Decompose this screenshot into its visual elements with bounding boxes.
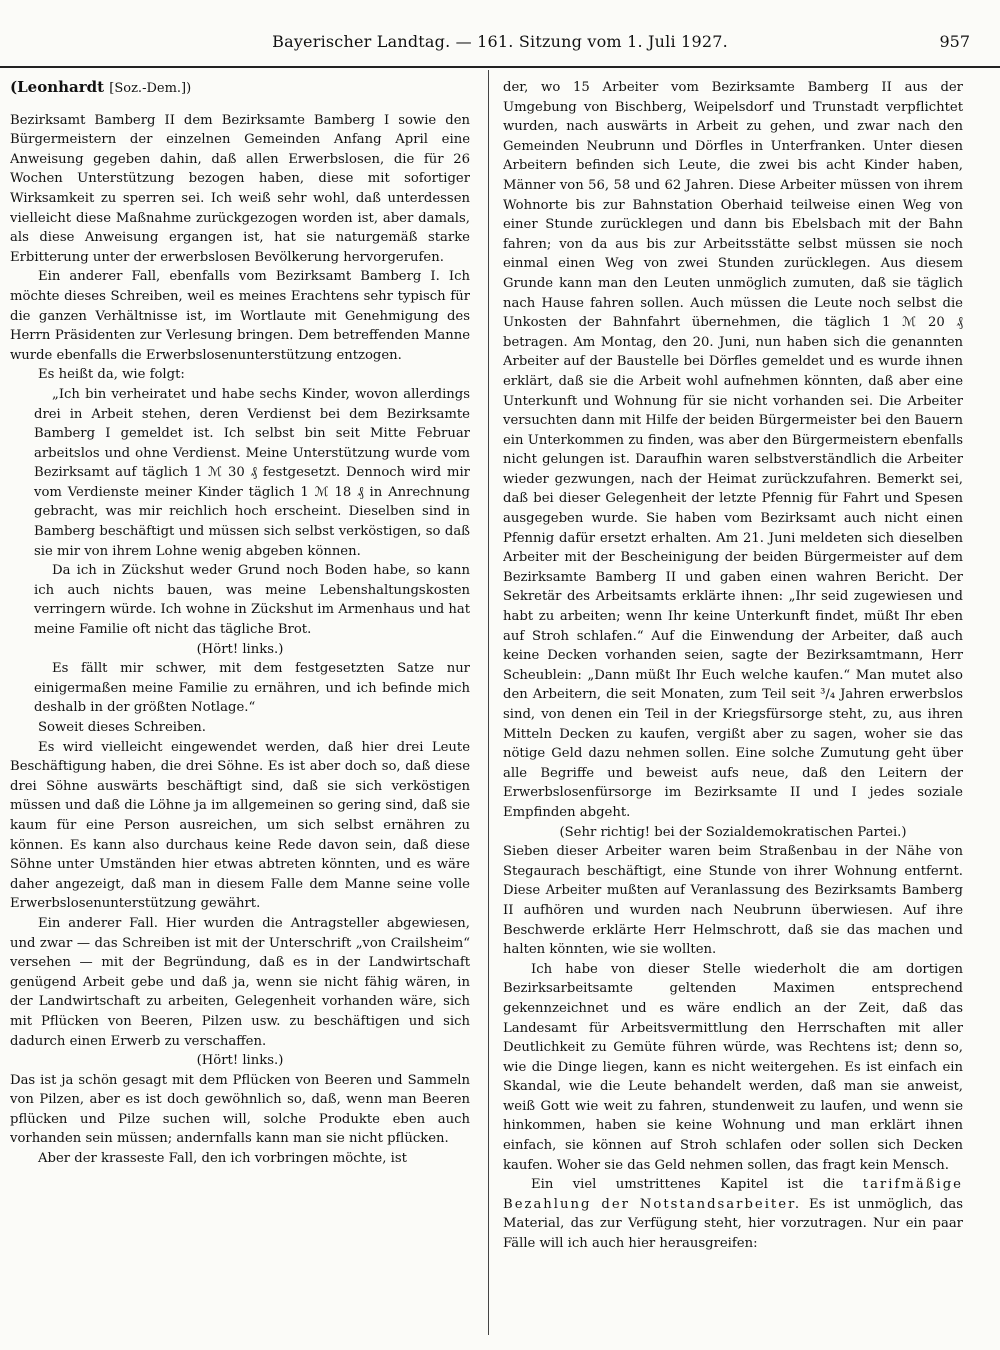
column-divider bbox=[488, 70, 489, 1335]
interjection: (Sehr richtig! bei der Sozialdemokratischen Partei.) bbox=[559, 824, 907, 840]
paragraph: Das ist ja schön gesagt mit dem Pflücken von Beeren und Sammeln von Pilzen, aber es ist doch gewöhnlich so, daß, wenn man Beeren pflücken und Pilze suchen will, solche Produkte eben auch vorhanden sein müssen; andernfalls kann man sie nicht pflücken. bbox=[10, 1072, 470, 1147]
quote-paragraph: Da ich in Zückshut weder Grund noch Boden habe, so kann ich auch nichts bauen, was meine Lebenshaltungskosten verringern würde. Ich wohne in Zückshut im Armenhaus und hat meine Familie oft nicht das tägliche Brot. bbox=[34, 563, 470, 638]
paragraph: der, wo 15 Arbeiter vom Bezirksamte Bamberg II aus der Umgebung von Bischberg, Weipelsdorf und Trunstadt verpflichtet wurden, nach auswärts in Arbeit zu gehen, und zwar nach den Gemeinden Neubrunn und Dörfles in Unterfranken. Unter diesen Arbeitern befinden sich Leute, die zwei bis acht Kinder haben, Männer von 56, 58 und 62 Jahren. Diese Arbeiter müssen von ihrem Wohnorte bis zur Bahnstation Oberhaid teilweise einen Weg von einer Stunde zurücklegen und dann bis Ebelsbach mit der Bahn fahren; von da aus bis zur Arbeitsstätte selbst müssen sie noch einmal einen Weg von zwei Stunden zurücklegen. Aus diesem Grunde kann man den Leuten unmöglich zumuten, daß sie täglich nach Hause fahren sollen. Auch müssen die Leute noch selbst die Unkosten der Bahnfahrt übernehmen, die täglich 1 ℳ 20 ₰ betragen. Am Montag, den 20. Juni, nun haben sich die genannten Arbeiter auf der Baustelle bei Dörfles gemeldet und es wurde ihnen erklärt, daß sie die Arbeit wohl aufnehmen könnten, daß aber eine Unterkunft und Wohnung für sie nicht vorhanden sei. Die Arbeiter versuchten dann mit Hilfe der beiden Bürgermeister bei den Bauern ein Unterkommen zu finden, was aber den Bürgermeistern ebenfalls nicht gelungen ist. Daraufhin waren selbstverständlich die Arbeiter wieder gezwungen, nach der Heimat zurückzufahren. Bemerkt sei, daß bei dieser Gelegenheit der letzte Pfennig für Fahrt und Spesen ausgegeben wurde. Sie haben vom Bezirksamt auch nicht einen Pfennig dafür ersetzt erhalten. Am 21. Juni meldeten sich dieselben Arbeiter mit der Bescheinigung der beiden Bürgermeister auf dem Bezirksamte Bamberg II und gaben einen wahren Bericht. Der Sekretär des Arbeitsamts erklärte ihnen: „Ihr seid zugewiesen und habt zu arbeiten; wenn Ihr keine Unterkunft findet, müßt Ihr eben auf Stroh schlafen.“ Auf die Einwendung der Arbeiter, daß auch keine Decken vorhanden seien, sagte der Bezirksamtmann, Herr Scheublein: „Dann müßt Ihr Euch welche kaufen.“ Man mutet also den Arbeitern, die seit Monaten, zum Teil seit ³/₄ Jahren erwerbslos sind, von denen ein Teil in der Kriegsfürsorge steht, zu, aus ihren Mitteln Decken zu kaufen, vergißt aber zu sagen, woher sie das nötige Geld dazu nehmen sollen. Eine solche Zumutung geht über alle Begriffe und beweist aufs neue, daß den Leitern der Erwerbslosenfürsorge im Bezirksamte II und I jedes soziale Empfinden abgeht. bbox=[503, 80, 963, 820]
paragraph: Soweit dieses Schreiben. bbox=[38, 720, 206, 735]
paragraph: Es heißt da, wie folgt: bbox=[38, 367, 185, 383]
emphasized-term: tarifmäßige Bezahlung der Notstandsarbeiter. bbox=[503, 1177, 963, 1212]
paragraph: Ein anderer Fall. Hier wurden die Antragsteller abgewiesen, und zwar — das Schreiben ist mit der Unterschrift „von Crailsheim“ versehen — mit der Begründung, daß es in der Landwirtschaft genügend Arbeit gebe und daß ja, wenn sie nicht fähig wären, in der Landwirtschaft zu arbeiten, Gelegenheit vorhanden wäre, sich mit Pflücken von Beeren, Pilzen usw. zu beschäftigen und sich dadurch einen Erwerb zu verschaffen. bbox=[10, 915, 470, 1049]
quote-paragraph: „Ich bin verheiratet und habe sechs Kinder, wovon allerdings drei in Arbeit stehen, deren Verdienst bei dem Bezirksamte Bamberg I gemeldet ist. Ich selbst bin seit Mitte Februar arbeitslos und ohne Verdienst. Meine Unterstützung wurde vom Bezirksamt auf täglich 1 ℳ 30 ₰ festgesetzt. Dennoch wird mir vom Verdienste meiner Kinder täglich 1 ℳ 18 ₰ in Anrechnung gebracht, was mir reichlich hoch erscheint. Dieselben sind in Bamberg beschäftigt und müssen sich selbst verköstigen, so daß sie mir von ihrem Lohne wenig abgeben können. bbox=[34, 386, 470, 559]
paragraph: Ich habe von dieser Stelle wiederholt die am dortigen Bezirksarbeitsamte geltenden Maximen entsprechend gekennzeichnet und es wäre endlich an der Zeit, daß das Landesamt für Arbeitsvermittlung den Herrschaften mit aller Deutlichkeit zu Gemüte führen würde, was Rechtens ist; denn so, wie die Dinge liegen, kann es nicht weitergehen. Es ist einfach ein Skandal, wie die Leute behandelt werden, daß man sie anweist, weiß Gott wie weit zu fahren, stundenweit zu laufen, und wenn sie hinkommen, haben sie keine Wohnung und man erklärt ihnen einfach, sie können auf Stroh schlafen oder sollen sich Decken kaufen. Woher sie das Geld nehmen sollen, das fragt kein Mensch. bbox=[503, 961, 963, 1173]
paragraph-text: Es ist unmöglich, das Material, das zur Verfügung steht, hier vorzutragen. Nur ein paar Fälle will ich auch hier herausgreifen: bbox=[503, 1196, 963, 1252]
page-header bbox=[0, 30, 1000, 56]
speaker-heading bbox=[10, 78, 470, 99]
header-rule bbox=[0, 66, 1000, 68]
paragraph: Es wird vielleicht eingewendet werden, daß hier drei Leute Beschäftigung haben, die drei Söhne. Es ist aber doch so, daß diese drei Söhne auswärts beschäftigt sind, daß sie sich verköstigen müssen und daß die Löhne ja im allgemeinen so gering sind, daß sie kaum für eine Person ausreichen, um sich selbst ernähren zu können. Es kann also durchaus keine Rede davon sein, daß diese Söhne unter Umständen hier etwas abtreten könnten, und es wäre daher angezeigt, daß man in diesem Falle dem Manne seine volle Erwerbslosenunterstützung gewährt. bbox=[10, 739, 470, 912]
right-column bbox=[503, 78, 963, 1328]
speaker-name: (Leonhardt bbox=[10, 78, 105, 96]
paragraph-text: Ein viel umstrittenes Kapitel ist die bbox=[531, 1177, 844, 1193]
left-column bbox=[10, 78, 470, 1328]
paragraph: Sieben dieser Arbeiter waren beim Straßenbau in der Nähe von Stegaurach beschäftigt, eine Stunde von ihrer Wohnung entfernt. Diese Arbeiter mußten auf Veranlassung des Bezirksamts Bamberg II aufhören und wurden nach Neubrunn überwiesen. Auf ihre Beschwerde erklärte Herr Helmschrott, daß sie das machen und halten könnten, wie sie wollten. bbox=[503, 844, 963, 958]
paragraph: Bezirksamt Bamberg II dem Bezirksamte Bamberg I sowie den Bürgermeistern der einzelnen Gemeinden Anfang April eine Anweisung gegeben dahin, daß allen Erwerbslosen, die für 26 Wochen Unterstützung bezogen haben, diese mit sofortiger Wirksamkeit zu sperren sei. Ich weiß sehr wohl, daß unterdessen vielleicht diese Maßnahme zurückgezogen worden ist, aber damals, als diese Anweisung ergangen ist, hat sie naturgemäß starke Erbitterung unter der erwerbslosen Bevölkerung hervorgerufen. bbox=[10, 112, 470, 265]
interjection: (Hört! links.) bbox=[196, 641, 284, 657]
paragraph: Aber der krasseste Fall, den ich vorbringen möchte, ist bbox=[38, 1151, 407, 1167]
speaker-party: [Soz.-Dem.]) bbox=[109, 81, 192, 96]
interjection: (Hört! links.) bbox=[196, 1053, 284, 1069]
paragraph: Ein anderer Fall, ebenfalls vom Bezirksamt Bamberg I. Ich möchte dieses Schreiben, weil es meines Erachtens sehr typisch für die ganzen Verhältnisse ist, im Wortlaute mit Genehmigung des Herrn Präsidenten zur Verlesung bringen. Dem betreffenden Manne wurde ebenfalls die Erwerbslosenunterstützung entzogen. bbox=[10, 269, 470, 363]
quote-paragraph: Es fällt mir schwer, mit dem festgesetzten Satze nur einigermaßen meine Familie zu ernähren, und ich befinde mich deshalb in der größten Notlage.“ bbox=[34, 661, 470, 716]
paragraph bbox=[503, 1175, 963, 1253]
running-head: Bayerischer Landtag. — 161. Sitzung vom 1. Juli 1927. bbox=[272, 32, 728, 51]
page-number: 957 bbox=[939, 32, 970, 51]
